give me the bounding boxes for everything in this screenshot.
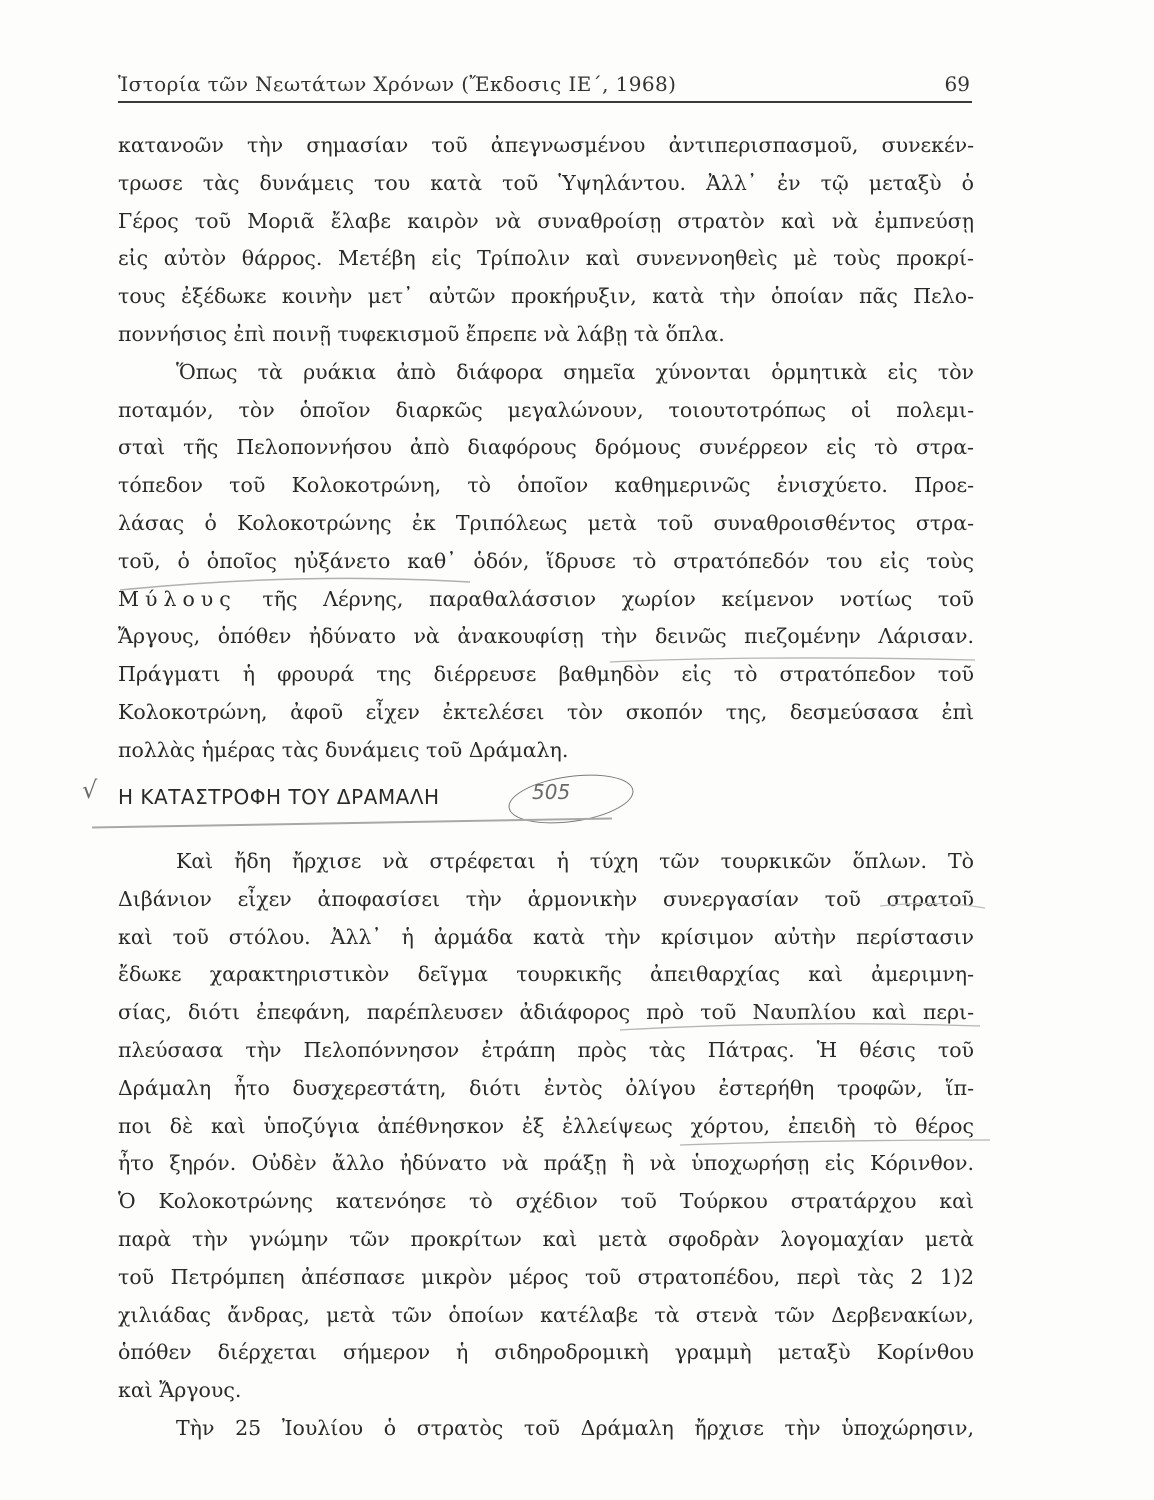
text-line: Δράμαλη ἦτο δυσχερεστάτη, διότι ἐντὸς ὀλίγου ἐστερήθη τροφῶν, ἵπ- bbox=[118, 1075, 974, 1100]
pencil-circle bbox=[505, 767, 636, 830]
text-line: τόπεδον τοῦ Κολοκοτρώνη, τὸ ὁποῖον καθημερινῶς ἐνισχύετο. Προε- bbox=[118, 473, 974, 498]
handwritten-number: 505 bbox=[532, 780, 571, 804]
text-line bbox=[118, 581, 974, 619]
text-line: ποταμόν, τὸν ὁποῖον διαρκῶς μεγαλώνουν, τοιουτοτρόπως οἱ πολεμι- bbox=[118, 397, 974, 422]
text-line: ἔδωκε χαρακτηριστικὸν δεῖγμα τουρκικῆς ἀπειθαρχίας καὶ ἀμεριμνη- bbox=[118, 962, 974, 987]
text-line: εἰς αὐτὸν θάρρος. Μετέβη εἰς Τρίπολιν καὶ συνεννοηθεὶς μὲ τοὺς προκρί- bbox=[118, 246, 974, 271]
text-line: ὁπόθεν διέρχεται σήμερον ἡ σιδηροδρομικὴ γραμμὴ μεταξὺ Κορίνθου bbox=[118, 1340, 974, 1365]
text-line: Τὴν 25 Ἰουλίου ὁ στρατὸς τοῦ Δράμαλη ἤρχισε τὴν ὑποχώρησιν, bbox=[176, 1415, 974, 1440]
text-block-bottom bbox=[118, 843, 974, 1448]
text-line: τοῦ Πετρόμπεη ἀπέσπασε μικρὸν μέρος τοῦ στρατοπέδου, περὶ τὰς 2 1)2 bbox=[118, 1264, 974, 1289]
section-title: Η ΚΑΤΑΣΤΡΟΦΗ ΤΟΥ ΔΡΑΜΑΛΗ bbox=[118, 785, 440, 809]
text-line: παρὰ τὴν γνώμην τῶν προκρίτων καὶ μετὰ σφοδρὰν λογομαχίαν μετὰ bbox=[118, 1226, 974, 1251]
text-line: ποννήσιος ἐπὶ ποινῇ τυφεκισμοῦ ἔπρεπε νὰ λάβῃ τὰ ὅπλα. bbox=[118, 321, 725, 346]
text-line: ποι δὲ καὶ ὑποζύγια ἀπέθνησκον ἐξ ἐλλείψεως χόρτου, ἐπειδὴ τὸ θέρος bbox=[118, 1113, 974, 1138]
text-line: καὶ Ἄργους. bbox=[118, 1378, 242, 1403]
text-line: Καὶ ἤδη ἤρχισε νὰ στρέφεται ἡ τύχη τῶν τουρκικῶν ὅπλων. Τὸ bbox=[176, 849, 974, 873]
text-block-top bbox=[118, 127, 974, 770]
text-line: καὶ τοῦ στόλου. Ἀλλ᾽ ἡ ἀρμάδα κατὰ τὴν κρίσιμον αὐτὴν περίστασιν bbox=[118, 924, 974, 949]
text-line: Ὁ Κολοκοτρώνης κατενόησε τὸ σχέδιον τοῦ Τούρκου στρατάρχου καὶ bbox=[118, 1189, 974, 1214]
text-line: κατανοῶν τὴν σημασίαν τοῦ ἀπεγνωσμένου ἀντιπερισπασμοῦ, συνεκέν- bbox=[118, 133, 974, 157]
text-line: Κολοκοτρώνη, ἀφοῦ εἶχεν ἐκτελέσει τὸν σκοπόν της, δεσμεύσασα ἐπὶ bbox=[118, 699, 974, 724]
text-line: λάσας ὁ Κολοκοτρώνης ἐκ Τριπόλεως μετὰ τοῦ συναθροισθέντος στρα- bbox=[118, 510, 974, 535]
text-line-rest: τῆς Λέρνης, παραθαλάσσιον χωρίον κείμενον νοτίως τοῦ bbox=[236, 586, 974, 611]
text-line: τους ἐξέδωκε κοινὴν μετ᾽ αὐτῶν προκήρυξιν, κατὰ τὴν ὁποίαν πᾶς Πελο- bbox=[118, 284, 974, 309]
text-line: τρωσε τὰς δυνάμεις του κατὰ τοῦ Ὑψηλάντου. Ἀλλ᾽ ἐν τῷ μεταξὺ ὁ bbox=[118, 170, 974, 195]
running-head bbox=[118, 72, 970, 102]
text-line: πολλὰς ἡμέρας τὰς δυνάμεις τοῦ Δράμαλη. bbox=[118, 737, 569, 762]
text-line: Ὅπως τὰ ρυάκια ἀπὸ διάφορα σημεῖα χύνονται ὁρμητικὰ εἰς τὸν bbox=[176, 359, 974, 384]
text-line: ἦτο ξηρόν. Οὐδὲν ἄλλο ἠδύνατο νὰ πράξῃ ἢ νὰ ὑποχωρήσῃ εἰς Κόρινθον. bbox=[118, 1151, 974, 1176]
pencil-underline bbox=[92, 817, 612, 828]
text-line: Πράγματι ἡ φρουρά της διέρρευσε βαθμηδὸν εἰς τὸ στρατόπεδον τοῦ bbox=[118, 662, 974, 687]
running-title: Ἱστορία τῶν Νεωτάτων Χρόνων (Ἔκδοσις ΙΕ΄, 1968) bbox=[118, 72, 677, 96]
header-rule bbox=[118, 101, 972, 103]
text-line: Γέρος τοῦ Μοριᾶ ἔλαβε καιρὸν νὰ συναθροίσῃ στρατὸν καὶ νὰ ἐμπνεύσῃ bbox=[118, 208, 974, 233]
spaced-word: Μύλους bbox=[118, 586, 237, 611]
text-line: Ἄργους, ὁπόθεν ἠδύνατο νὰ ἀνακουφίσῃ τὴν δεινῶς πιεζομένην Λάρισαν. bbox=[118, 624, 974, 649]
pencil-check-mark: √ bbox=[82, 776, 98, 804]
page-number: 69 bbox=[944, 72, 970, 96]
text-line: χιλιάδας ἄνδρας, μετὰ τῶν ὁποίων κατέλαβε τὰ στενὰ τῶν Δερβενακίων, bbox=[118, 1302, 974, 1327]
text-line: σίας, διότι ἐπεφάνη, παρέπλευσεν ἀδιάφορος πρὸ τοῦ Ναυπλίου καὶ περι- bbox=[118, 1000, 974, 1025]
text-line: σταὶ τῆς Πελοποννήσου ἀπὸ διαφόρους δρόμους συνέρρεον εἰς τὸ στρα- bbox=[118, 435, 974, 460]
text-line: πλεύσασα τὴν Πελοπόννησον ἐτράπη πρὸς τὰς Πάτρας. Ἡ θέσις τοῦ bbox=[118, 1037, 974, 1062]
text-line: Διβάνιον εἶχεν ἀποφασίσει τὴν ἁρμονικὴν συνεργασίαν τοῦ στρατοῦ bbox=[118, 886, 974, 911]
text-line: τοῦ, ὁ ὁποῖος ηὐξάνετο καθ᾽ ὁδόν, ἵδρυσε τὸ στρατόπεδόν του εἰς τοὺς bbox=[118, 548, 974, 573]
